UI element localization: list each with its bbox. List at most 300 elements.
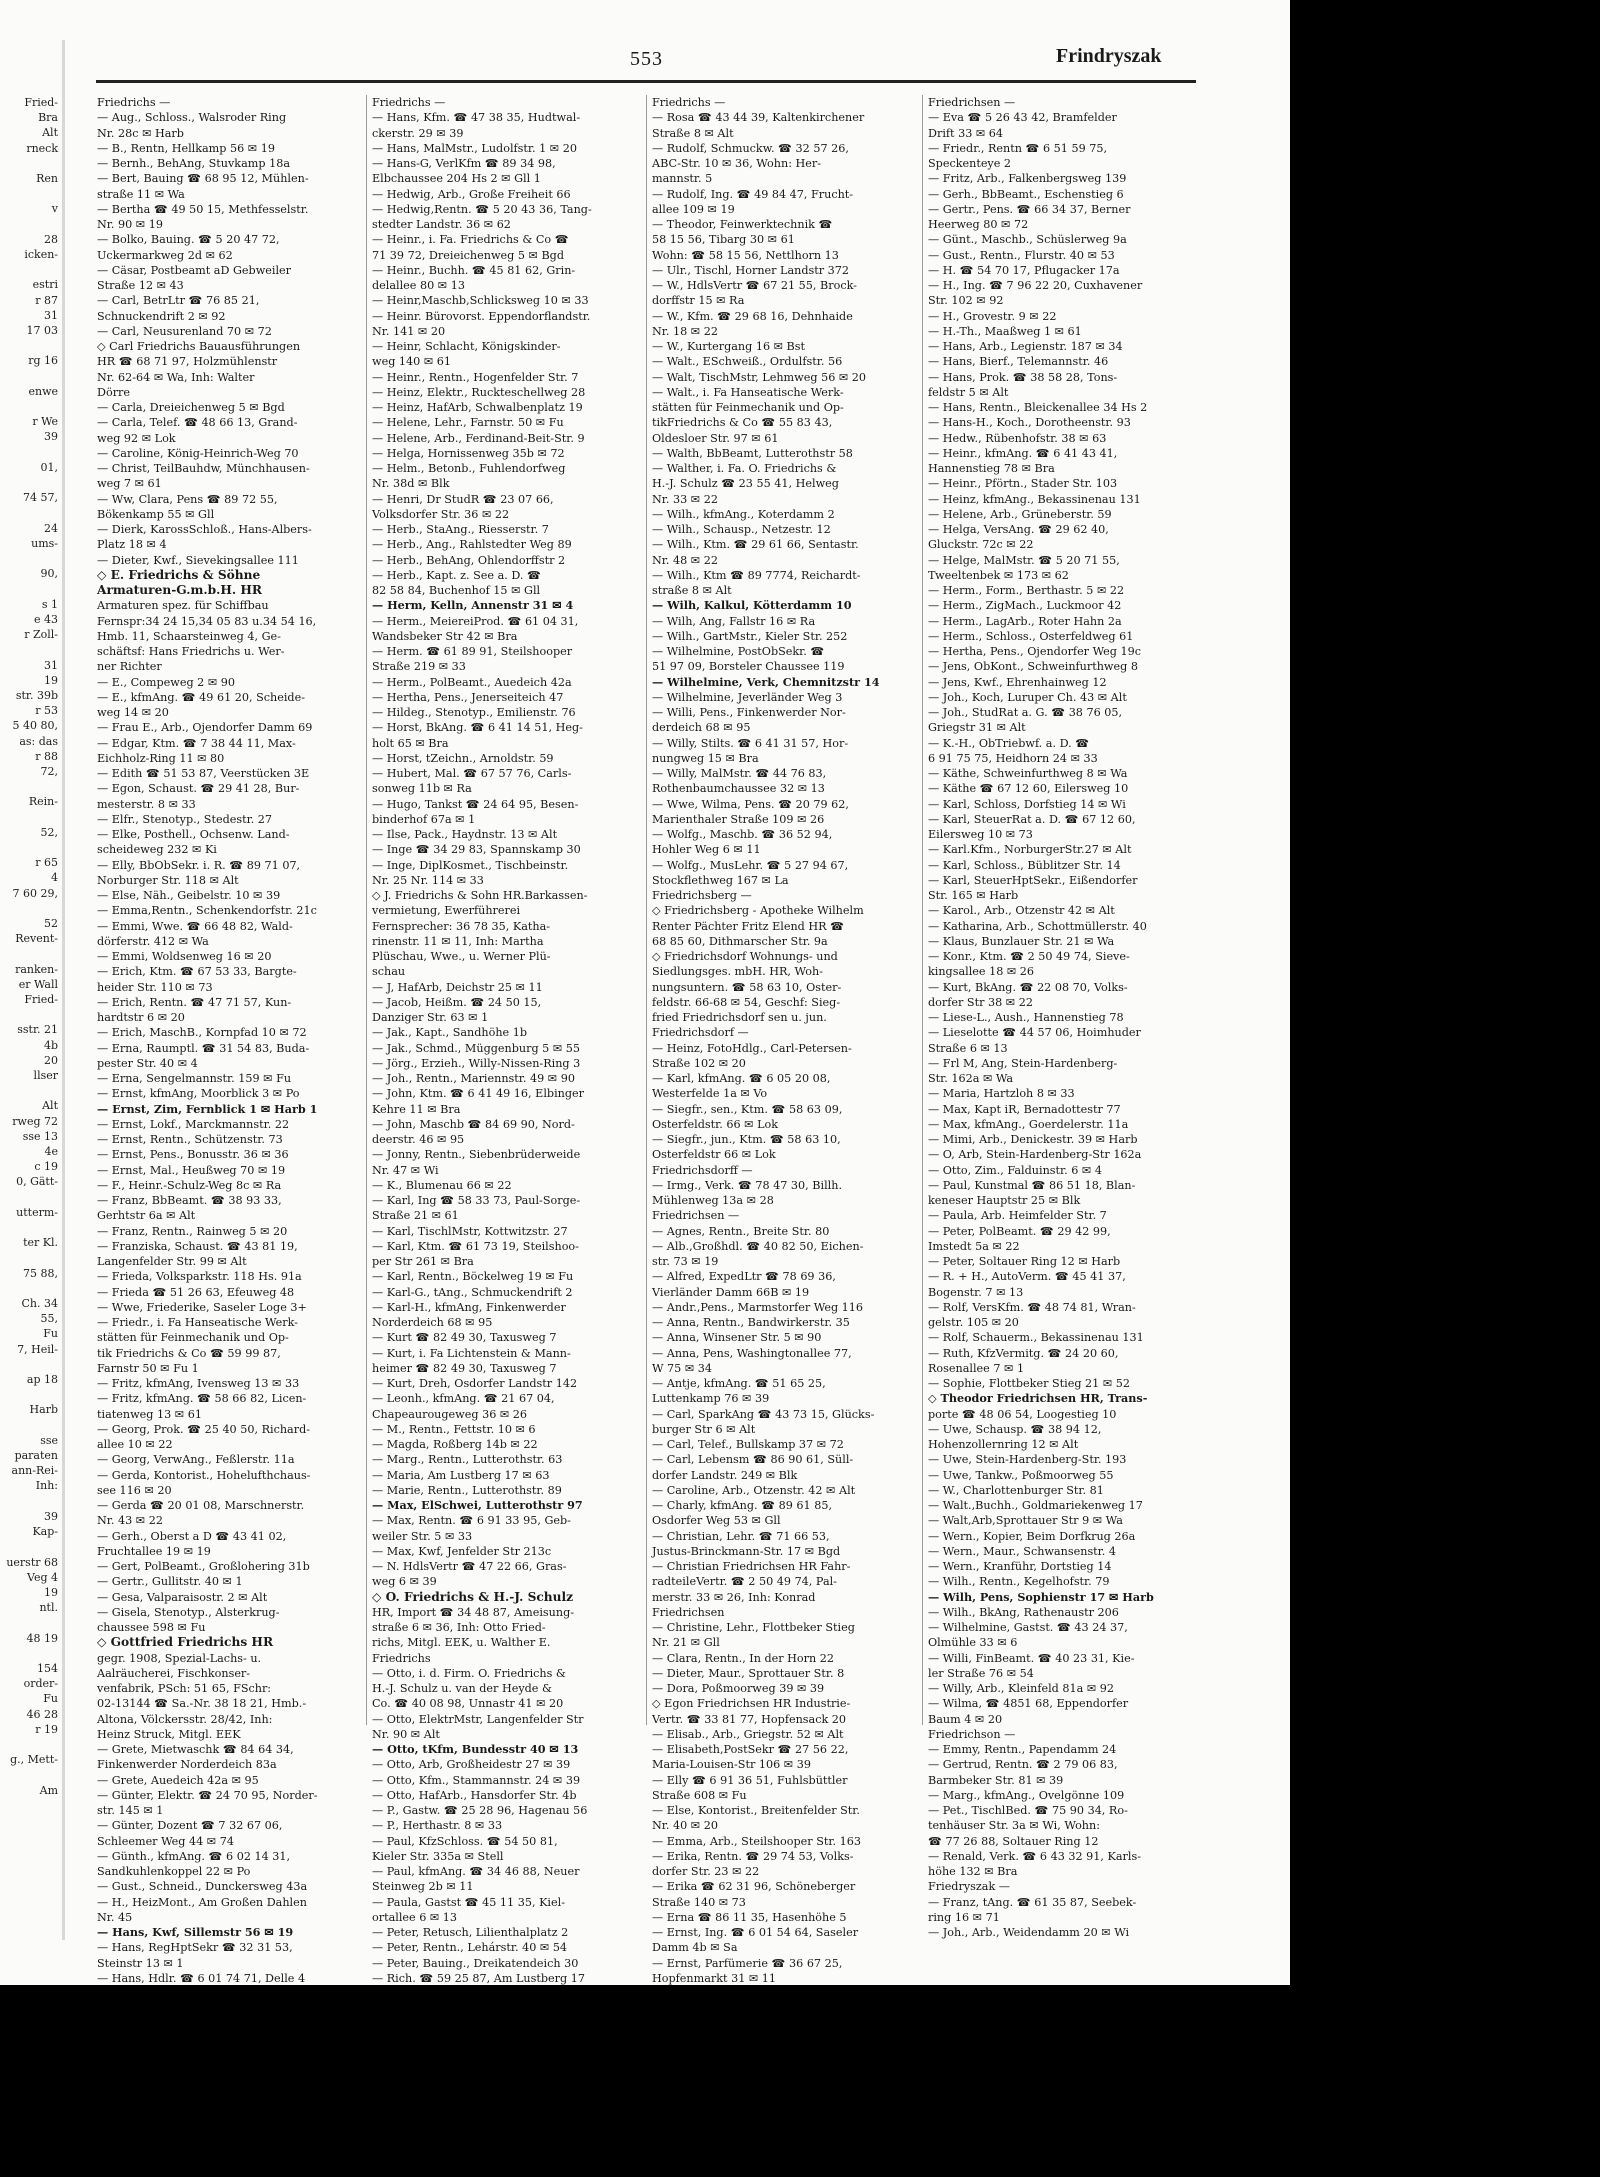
directory-entry-line: — Hedwig,Rentn. ☎ 5 20 43 36, Tang- [372, 202, 592, 216]
directory-entry-line: — Bert, Bauing ☎ 68 95 12, Mühlen- [97, 172, 309, 186]
directory-entry-line: Damm 4b ✉ Sa [652, 1941, 738, 1955]
directory-entry-line: — Heinz, FotoHdlg., Carl-Petersen- [652, 1041, 852, 1055]
directory-entry-line: Tweeltenbek ✉ 173 ✉ 62 [928, 568, 1069, 582]
directory-entry-line: — Carl, Neusurenland 70 ✉ 72 [97, 324, 272, 338]
directory-entry-line: Farnstr 50 ✉ Fu 1 [97, 1361, 199, 1375]
directory-entry-line: — Aug., Schloss., Walsroder Ring [97, 111, 287, 125]
directory-entry-line: — Erna ☎ 86 11 35, Hasenhöhe 5 [652, 1910, 847, 1924]
directory-entry-line: — Gust., Rentn., Flurstr. 40 ✉ 53 [928, 248, 1115, 262]
sliver-fragment: r 65 [35, 856, 58, 870]
directory-entry-line: — Erich, Ktm. ☎ 67 53 33, Bargte- [97, 965, 297, 979]
sliver-fragment: sse 13 [22, 1129, 58, 1143]
sliver-fragment [0, 1083, 58, 1098]
directory-entry-line: ortallee 6 ✉ 13 [372, 1910, 458, 1924]
sliver-fragment: 74 57, [23, 491, 58, 505]
directory-entry-line: ☎ 77 26 88, Soltauer Ring 12 [928, 1834, 1099, 1848]
sliver-fragment: 4e [44, 1145, 58, 1159]
sliver-fragment: 39 [44, 430, 58, 444]
directory-entry-line: — Magda, Roßberg 14b ✉ 22 [372, 1438, 538, 1451]
sliver-fragment: 28 [44, 232, 58, 246]
directory-entry-line: — Hans, Arb., Legienstr. 187 ✉ 34 [928, 340, 1123, 353]
directory-entry-line: Imstedt 5a ✉ 22 [928, 1239, 1020, 1253]
directory-entry-line: — Lieselotte ☎ 44 57 06, Hoimhuder [928, 1026, 1141, 1040]
directory-entry-line: — O, Arb, Stein-Hardenberg-Str 162a [928, 1148, 1142, 1162]
sliver-fragment: 0, Gätt- [16, 1175, 58, 1189]
directory-entry-line: 58 15 56, Tibarg 30 ✉ 61 [652, 233, 795, 247]
directory-entry-line: hardtstr 6 ✉ 20 [97, 1011, 185, 1024]
directory-entry-line: str. 73 ✉ 19 [652, 1255, 719, 1268]
directory-entry-line: — Hans, MalMstr., Ludolfstr. 1 ✉ 20 [372, 141, 577, 155]
directory-entry-line: HR, Import ☎ 34 48 87, Ameisung- [372, 1605, 575, 1619]
directory-entry-line: Osterfeldstr. 66 ✉ Lok [652, 1117, 779, 1131]
sliver-fragment: paraten [14, 1449, 58, 1463]
directory-entry-line: Straße 608 ✉ Fu [652, 1788, 747, 1802]
directory-entry-line: — Jörg., Erzieh., Willy-Nissen-Ring 3 [372, 1056, 581, 1070]
sliver-fragment: Veg 4 [27, 1570, 58, 1584]
sliver-fragment [0, 1190, 58, 1205]
sliver-fragment [0, 156, 58, 171]
directory-entry-line: Hmb. 11, Schaarsteinweg 4, Ge- [97, 629, 281, 643]
directory-entry-line: — Pet., TischlBed. ☎ 75 90 34, Ro- [928, 1804, 1128, 1817]
sliver-fragment: Ch. 34 [21, 1297, 58, 1311]
directory-entry-line: — Sophie, Flottbeker Stieg 21 ✉ 52 [928, 1377, 1131, 1390]
directory-entry-line: — Ilse, Pack., Haydnstr. 13 ✉ Alt [372, 828, 558, 841]
directory-entry-line: — Grete, Auedeich 42a ✉ 95 [97, 1773, 259, 1787]
directory-entry-line: allee 109 ✉ 19 [652, 202, 735, 216]
directory-entry-line: — K., Blumenau 66 ✉ 22 [372, 1178, 512, 1192]
directory-entry-line: — Karl, Rentn., Böckelweg 19 ✉ Fu [372, 1270, 574, 1284]
directory-entry-line: — Käthe ☎ 67 12 60, Eilersweg 10 [928, 782, 1129, 796]
directory-entry-line: Maria-Louisen-Str 106 ✉ 39 [652, 1758, 811, 1772]
directory-entry-line: Gerhtstr 6a ✉ Alt [97, 1209, 196, 1223]
directory-entry-line: Volksdorfer Str. 36 ✉ 22 [372, 507, 510, 521]
directory-entry-line: — Jens, Kwf., Ehrenhainweg 12 [928, 675, 1107, 689]
directory-entry-line: — Wilhelmine, Gastst. ☎ 43 24 37, [928, 1621, 1128, 1634]
directory-entry-line: Oldesloer Str. 97 ✉ 61 [652, 431, 779, 445]
directory-entry-line: — Heinz, Elektr., Ruckteschellweg 28 [372, 385, 586, 399]
sliver-fragment: 90, [40, 567, 58, 581]
directory-entry-line: — Horst, tZeichn., Arnoldstr. 59 [372, 751, 554, 765]
sliver-fragment: 4 [51, 871, 58, 885]
sliver-fragment: 7, Heil- [17, 1342, 58, 1356]
directory-entry-line: — Walt.,Buchh., Goldmariekenweg 17 [928, 1499, 1143, 1512]
directory-entry-line: dorfer Str 38 ✉ 22 [928, 995, 1033, 1009]
sliver-fragment: ann-Rei- [11, 1464, 58, 1478]
sliver-fragment: ter Kl. [23, 1236, 58, 1250]
directory-entry-line: — F., Heinr.-Schulz-Weg 8c ✉ Ra [97, 1178, 282, 1192]
directory-entry-line: — Peter, Soltauer Ring 12 ✉ Harb [928, 1255, 1121, 1268]
sliver-fragment [0, 445, 58, 460]
directory-entry-line: — Elly ☎ 6 91 36 51, Fuhlsbüttler [652, 1773, 848, 1787]
directory-entry-line: — Peter, Retusch, Lilienthalplatz 2 [372, 1926, 569, 1939]
directory-entry-line: — Caroline, König-Heinrich-Weg 70 [97, 446, 299, 460]
directory-entry-line: Hannenstieg 78 ✉ Bra [928, 462, 1055, 475]
directory-entry-line: ◇ Carl Friedrichs Bauausführungen [97, 340, 301, 353]
directory-entry-line: Eilersweg 10 ✉ 73 [928, 828, 1033, 841]
directory-entry-line: tiatenweg 13 ✉ 61 [97, 1407, 202, 1421]
directory-entry-line: — Kurt ☎ 82 49 30, Taxusweg 7 [372, 1331, 557, 1345]
sliver-fragment: Fu [43, 1327, 58, 1341]
sliver-fragment: 17 03 [26, 324, 58, 338]
directory-entry-line: — Carla, Dreieichenweg 5 ✉ Bgd [97, 401, 285, 414]
directory-entry-line: Platz 18 ✉ 4 [97, 538, 167, 552]
sliver-fragment: Fried- [24, 992, 58, 1006]
directory-entry-line: — Paula, Arb. Heimfelder Str. 7 [928, 1209, 1107, 1223]
directory-entry-line: — E., Compeweg 2 ✉ 90 [97, 675, 236, 689]
sliver-fragment: v [51, 202, 58, 216]
surname-heading: Friedrichsberg — [652, 889, 752, 902]
sliver-fragment [0, 582, 58, 597]
sliver-fragment [0, 1646, 58, 1661]
directory-entry-line: Nr. 28c ✉ Harb [97, 126, 184, 140]
directory-entry-line: Aalräucherei, Fischkonser- [97, 1666, 251, 1680]
directory-entry-line: — Karl, TischlMstr, Kottwitzstr. 27 [372, 1224, 568, 1238]
directory-entry-line: Steinstr 13 ✉ 1 [97, 1956, 184, 1970]
directory-entry-line: — Erna, Sengelmannstr. 159 ✉ Fu [97, 1072, 292, 1085]
directory-entry-line: Fernspr:34 24 15,34 05 83 u.34 54 16, [97, 614, 317, 628]
sliver-fragment: rneck [26, 141, 58, 155]
directory-entry-line: — Erich, MaschB., Kornpfad 10 ✉ 72 [97, 1026, 307, 1040]
sliver-fragment: icken- [24, 248, 58, 262]
sliver-fragment: r Zoll- [24, 628, 58, 642]
directory-entry-line: — Walt., i. Fa Hanseatische Werk- [652, 385, 844, 399]
directory-entry-line: — Ernst, Pens., Bonusstr. 36 ✉ 36 [97, 1148, 289, 1162]
directory-entry-line: — Dieter, Kwf., Sievekingsallee 111 [97, 553, 299, 567]
directory-entry-line: Nr. 43 ✉ 22 [97, 1514, 163, 1528]
directory-entry-line: — Bertha ☎ 49 50 15, Methfesselstr. [97, 202, 309, 216]
directory-entry-line: — Gertrud, Rentn. ☎ 2 79 06 83, [928, 1758, 1118, 1772]
directory-entry-line: — Joh., Arb., Weidendamm 20 ✉ Wi [928, 1926, 1130, 1939]
page-gutter [62, 40, 65, 1940]
directory-entry-line: ◇ J. Friedrichs & Sohn HR.Barkassen- [372, 889, 588, 902]
directory-entry-line: — Wilh, Ang, Fallstr 16 ✉ Ra [652, 614, 816, 628]
directory-entry-line: — Gert, PolBeamt., Großlohering 31b [97, 1560, 310, 1573]
directory-entry-line: — Dierk, KarossSchloß., Hans-Albers- [97, 523, 312, 536]
directory-entry-line: Siedlungsges. mbH. HR, Woh- [652, 965, 823, 979]
directory-entry-line: — Rich. ☎ 59 25 87, Am Lustberg 17 [372, 1971, 585, 1985]
directory-entry-line: — Jak., Schmd., Müggenburg 5 ✉ 55 [372, 1041, 581, 1055]
directory-entry-line: — Elfr., Stenotyp., Stedestr. 27 [97, 812, 273, 826]
directory-entry-line: Marienthaler Straße 109 ✉ 26 [652, 812, 825, 826]
directory-entry-line: tenhäuser Str. 3a ✉ Wi, Wohn: [928, 1819, 1100, 1833]
directory-entry-line: — Carla, Telef. ☎ 48 66 13, Grand- [97, 416, 298, 430]
sliver-fragment [0, 505, 58, 520]
directory-entry-line: ◇ Gottfried Friedrichs HR [97, 1635, 274, 1650]
directory-entry-line: Danziger Str. 63 ✉ 1 [372, 1011, 489, 1024]
directory-entry-line: feldstr. 66-68 ✉ 54, Geschf: Sieg- [652, 995, 841, 1009]
directory-entry-line: ABC-Str. 10 ✉ 36, Wohn: Her- [652, 157, 822, 170]
directory-entry-line: straße 8 ✉ Alt [652, 584, 732, 597]
sliver-fragment: rweg 72 [12, 1114, 58, 1128]
directory-entry-line: Str. 165 ✉ Harb [928, 889, 1019, 902]
directory-entry-line: — Karl, SteuerRat a. D. ☎ 67 12 60, [928, 812, 1136, 826]
directory-entry-line: — Günt., Maschb., Schüslerweg 9a [928, 233, 1127, 247]
surname-heading: Friedrichson — [928, 1727, 1016, 1741]
directory-entry-line: — Heinr., Rentn., Hogenfelder Str. 7 [372, 370, 579, 384]
directory-entry-line: Langenfelder Str. 99 ✉ Alt [97, 1255, 247, 1268]
directory-entry-line: Norderdeich 68 ✉ 95 [372, 1316, 493, 1329]
directory-entry-line: delallee 80 ✉ 13 [372, 279, 465, 292]
directory-entry-line: — Willy, Arb., Kleinfeld 81a ✉ 92 [928, 1682, 1115, 1695]
directory-entry-line: — Emmy, Rentn., Papendamm 24 [928, 1743, 1117, 1756]
directory-entry-line: — Ernst, Zim, Fernblick 1 ✉ Harb 1 [97, 1101, 318, 1116]
directory-entry-line: Rothenbaumchaussee 32 ✉ 13 [652, 782, 825, 796]
directory-entry-line: — Gerda, Kontorist., Hohelufthchaus- [97, 1468, 311, 1482]
directory-entry-line: — Christian Friedrichsen HR Fahr- [652, 1560, 851, 1573]
directory-entry-line: — Ernst, Parfümerie ☎ 36 67 25, [652, 1956, 843, 1970]
directory-entry-line: — Rolf, Schauerm., Bekassinenau 131 [928, 1331, 1144, 1345]
sliver-fragment [0, 1418, 58, 1433]
directory-entry-line: — Henri, Dr StudR ☎ 23 07 66, [372, 492, 554, 506]
directory-entry-line: schäftsf: Hans Friedrichs u. Wer- [97, 645, 285, 658]
sliver-fragment: ntl. [39, 1601, 58, 1615]
directory-entry-line: Nr. 21 ✉ Gll [652, 1636, 720, 1650]
directory-column-1 [97, 95, 359, 1985]
sliver-fragment: Revent- [15, 932, 58, 946]
column-divider [922, 95, 923, 1725]
directory-entry-line: Fernsprecher: 36 78 35, Katha- [372, 919, 551, 933]
directory-entry-line: — Ernst, Rentn., Schützenstr. 73 [97, 1133, 283, 1146]
directory-entry-line: Luttenkamp 76 ✉ 39 [652, 1392, 770, 1406]
directory-entry-line: — Liese-L., Aush., Hannenstieg 78 [928, 1011, 1124, 1024]
directory-entry-line: — Herm., Form., Berthastr. 5 ✉ 22 [928, 584, 1125, 597]
sliver-fragment: 31 [44, 308, 58, 322]
directory-entry-line: H.-J. Schulz u. van der Heyde & [372, 1682, 552, 1695]
directory-entry-line: — Wilh, Kalkul, Kötterdamm 10 [652, 598, 852, 613]
directory-entry-line: — Karl, kfmAng. ☎ 6 05 20 08, [652, 1072, 831, 1085]
sliver-fragment: Fu [43, 1692, 58, 1706]
directory-entry-line: — Helga, Hornissenweg 35b ✉ 72 [372, 446, 565, 460]
sliver-fragment [0, 262, 58, 277]
directory-entry-line: Barmbeker Str. 81 ✉ 39 [928, 1773, 1064, 1787]
sliver-fragment: 4b [43, 1038, 58, 1052]
directory-entry-line: — Christ, TeilBauhdw, Münchhausen- [97, 462, 310, 475]
directory-entry-line: ner Richter [97, 660, 162, 674]
directory-entry-line: Nr. 40 ✉ 20 [652, 1819, 718, 1833]
directory-entry-line: Armaturen spez. für Schiffbau [97, 599, 269, 613]
directory-entry-line: — Friedr., Rentn ☎ 6 51 59 75, [928, 141, 1108, 155]
directory-entry-line: — Leonh., kfmAng. ☎ 21 67 04, [372, 1392, 555, 1406]
directory-entry-line: dorfer Landstr. 249 ✉ Blk [652, 1468, 798, 1482]
sliver-fragment: as: das [19, 734, 58, 748]
sliver-fragment: 55, [40, 1312, 58, 1326]
sliver-fragment: r 53 [35, 704, 58, 718]
directory-entry-line: — Peter, Rentn., Lehárstr. 40 ✉ 54 [372, 1941, 568, 1955]
directory-entry-line: — Karol., Arb., Otzenstr 42 ✉ Alt [928, 904, 1115, 918]
directory-entry-line: Chapeaurougeweg 36 ✉ 26 [372, 1407, 528, 1421]
directory-entry-line: — Heinr. Bürovorst. Eppendorflandstr. [372, 309, 591, 323]
directory-entry-line: — Gerh., Oberst a D ☎ 43 41 02, [97, 1529, 287, 1543]
directory-column-4 [928, 95, 1190, 1939]
directory-entry-line: — John, Ktm. ☎ 6 41 49 16, Elbinger [372, 1087, 584, 1101]
directory-entry-line: — Caroline, Arb., Otzenstr. 42 ✉ Alt [652, 1483, 856, 1497]
directory-entry-line: — Wilhelmine, Jeverländer Weg 3 [652, 690, 843, 704]
directory-entry-line: — Irmg., Verk. ☎ 78 47 30, Billh. [652, 1178, 843, 1192]
directory-entry-line: — Walther, i. Fa. O. Friedrichs & [652, 462, 837, 475]
directory-entry-line: — Herb., Kapt. z. See a. D. ☎ [372, 568, 541, 582]
directory-entry-line: — Willi, FinBeamt. ☎ 40 23 31, Kie- [928, 1651, 1135, 1665]
directory-entry-line: — Herm., LagArb., Roter Hahn 2a [928, 614, 1122, 628]
directory-entry-line: gegr. 1908, Spezial-Lachs- u. [97, 1651, 262, 1665]
sliver-fragment: 19 [44, 673, 58, 687]
directory-entry-line: — Elisabeth,PostSekr ☎ 27 56 22, [652, 1743, 849, 1756]
adjacent-page-fragment [0, 95, 58, 1797]
directory-entry-line: weiler Str. 5 ✉ 33 [372, 1529, 473, 1543]
surname-heading: Friedrichsen — [928, 96, 1016, 109]
directory-entry-line: pester Str. 40 ✉ 4 [97, 1056, 198, 1070]
directory-entry-line: — Max, ElSchwei, Lutterothstr 97 [372, 1498, 583, 1512]
directory-entry-line: — Cäsar, Postbeamt aD Gebweiler [97, 263, 292, 277]
directory-entry-line: weg 6 ✉ 39 [372, 1575, 437, 1589]
directory-entry-line: — Wilma, ☎ 4851 68, Eppendorfer [928, 1697, 1129, 1711]
directory-entry-line: — Helge, MalMstr. ☎ 5 20 71 55, [928, 553, 1120, 567]
sliver-fragment: utterm- [16, 1205, 58, 1219]
directory-entry-line: Heerweg 80 ✉ 72 [928, 218, 1029, 231]
directory-entry-line: — Gertr., Pens. ☎ 66 34 37, Berner [928, 202, 1131, 216]
directory-entry-line: — Wilhelmine, Verk, Chemnitzstr 14 [652, 674, 880, 689]
directory-entry-line: — Peter, Bauing., Dreikatendeich 30 [372, 1956, 579, 1970]
directory-entry-line: Rosenallee 7 ✉ 1 [928, 1361, 1025, 1375]
directory-entry-line: — P., Herthastr. 8 ✉ 33 [372, 1819, 503, 1833]
directory-entry-line: — Emmi, Wwe. ☎ 66 48 82, Wald- [97, 919, 293, 933]
directory-entry-line: — Gesa, Valparaisostr. 2 ✉ Alt [97, 1590, 268, 1604]
directory-entry-line: schau [372, 965, 406, 979]
directory-entry-line: — Eva ☎ 5 26 43 42, Bramfelder [928, 111, 1117, 125]
directory-entry-line: ◇ O. Friedrichs & H.-J. Schulz [372, 1589, 574, 1604]
directory-entry-line: derdeich 68 ✉ 95 [652, 721, 751, 735]
directory-entry-line: — Herm., MeiereiProd. ☎ 61 04 31, [372, 614, 579, 628]
directory-entry-line: porte ☎ 48 06 54, Loogestieg 10 [928, 1407, 1117, 1421]
directory-entry-line: — Otto, HafArb., Hansdorfer Str. 4b [372, 1788, 577, 1802]
directory-entry-line: — Karl.Kfm., NorburgerStr.27 ✉ Alt [928, 843, 1132, 857]
directory-entry-line: — H., Grovestr. 9 ✉ 22 [928, 309, 1057, 323]
directory-entry-line: — Ernst, Mal., Heußweg 70 ✉ 19 [97, 1163, 286, 1177]
directory-entry-line: — Carl, Telef., Bullskamp 37 ✉ 72 [652, 1438, 844, 1451]
directory-entry-line: — Franziska, Schaust. ☎ 43 81 19, [97, 1239, 298, 1253]
sliver-fragment: Inh: [35, 1479, 58, 1493]
directory-entry-line: Norburger Str. 118 ✉ Alt [97, 873, 239, 887]
directory-entry-line: binderhof 67a ✉ 1 [372, 812, 476, 826]
directory-entry-line: Friedrichs [372, 1651, 431, 1665]
sliver-fragment [0, 399, 58, 414]
directory-entry-line: — Günter, Elektr. ☎ 24 70 95, Norder- [97, 1788, 318, 1802]
directory-entry-line: — Marie, Rentn., Lutterothstr. 89 [372, 1483, 562, 1497]
directory-entry-line: stätten für Feinmechanik und Op- [97, 1331, 289, 1345]
directory-entry-line: — Wwe, Wilma, Pens. ☎ 20 79 62, [652, 797, 849, 811]
sliver-fragment: c 19 [34, 1160, 58, 1174]
directory-entry-line: — Maria, Hartzloh 8 ✉ 33 [928, 1087, 1075, 1101]
directory-entry-line: Nr. 33 ✉ 22 [652, 492, 718, 506]
directory-entry-line: — Horst, BkAng. ☎ 6 41 14 51, Heg- [372, 721, 583, 735]
directory-entry-line: vermietung, Ewerführerei [372, 904, 521, 918]
directory-entry-line: — Helene, Arb., Ferdinand-Beit-Str. 9 [372, 431, 585, 445]
directory-entry-line: Bogenstr. 7 ✉ 13 [928, 1285, 1024, 1299]
directory-entry-line: W 75 ✉ 34 [652, 1361, 713, 1375]
directory-entry-line: — Joh., Rentn., Mariennstr. 49 ✉ 90 [372, 1072, 575, 1085]
directory-entry-line: — Jens, ObKont., Schweinfurthweg 8 [928, 660, 1138, 674]
sliver-fragment: r 87 [35, 293, 58, 307]
directory-entry-line: Straße 102 ✉ 20 [652, 1056, 746, 1070]
directory-entry-line: — Karl, SteuerHptSekr., Eißendorfer [928, 873, 1138, 887]
directory-entry-line: — Wilh., BkAng, Rathenaustr 206 [928, 1605, 1119, 1619]
directory-entry-line: 02-13144 ☎ Sa.-Nr. 38 18 21, Hmb.- [97, 1697, 307, 1711]
directory-entry-line: 82 58 84, Buchenhof 15 ✉ Gll [372, 584, 541, 597]
directory-entry-line: — Kurt, Dreh, Osdorfer Landstr 142 [372, 1377, 578, 1390]
directory-entry-line: 51 97 09, Borsteler Chaussee 119 [652, 660, 845, 674]
directory-entry-line: — Clara, Rentn., In der Horn 22 [652, 1651, 835, 1665]
directory-entry-line: — Gertr., Gullitstr. 40 ✉ 1 [97, 1575, 243, 1589]
directory-entry-line: — Herb., BehAng, Ohlendorffstr 2 [372, 553, 566, 567]
directory-entry-line: — Else, Kontorist., Breitenfelder Str. [652, 1804, 860, 1817]
directory-entry-line: Speckenteye 2 [928, 157, 1012, 170]
directory-entry-line: — Herb., StaAng., Riesserstr. 7 [372, 523, 549, 536]
surname-heading: Friedrichs — [97, 96, 171, 109]
directory-entry-line: radteileVertr. ☎ 2 50 49 74, Pal- [652, 1575, 837, 1589]
directory-entry-line: Nr. 38d ✉ Blk [372, 477, 450, 491]
directory-entry-line: — Grete, Mietwaschk ☎ 84 64 34, [97, 1743, 294, 1756]
sliver-fragment [0, 1615, 58, 1630]
directory-entry-line: — Hertha, Pens., Jenerseiteich 47 [372, 690, 564, 704]
directory-entry-line: — Dora, Poßmoorweg 39 ✉ 39 [652, 1682, 825, 1695]
directory-entry-line: — Franz, tAng. ☎ 61 35 87, Seebek- [928, 1895, 1137, 1909]
directory-entry-line: — H. ☎ 54 70 17, Pflugacker 17a [928, 263, 1120, 277]
directory-entry-line: ◇ E. Friedrichs & Söhne [97, 567, 261, 582]
sliver-fragment: 75 88, [23, 1266, 58, 1280]
directory-entry-line: — Hans, Kwf, Sillemstr 56 ✉ 19 [97, 1925, 294, 1939]
directory-entry-line: — Karl, Ing ☎ 58 33 73, Paul-Sorge- [372, 1194, 581, 1207]
directory-entry-line: — Inge, DiplKosmet., Tischbeinstr. [372, 858, 569, 872]
directory-entry-line: dorfer Str. 23 ✉ 22 [652, 1865, 760, 1878]
sliver-fragment: 31 [44, 658, 58, 672]
directory-entry-line: — Helene, Lehr., Farnstr. 50 ✉ Fu [372, 416, 564, 430]
directory-entry-line: 6 91 75 75, Heidhorn 24 ✉ 33 [928, 751, 1098, 765]
directory-entry-line: mannstr. 5 [652, 172, 713, 186]
sliver-fragment: Rein- [28, 795, 58, 809]
directory-entry-line: mesterstr. 8 ✉ 33 [97, 797, 196, 811]
directory-entry-line: Westerfelde 1a ✉ Vo [652, 1087, 768, 1101]
sliver-fragment [0, 901, 58, 916]
directory-entry-line: — Helm., Betonb., Fuhlendorfweg [372, 462, 566, 475]
column-divider [646, 95, 647, 1725]
directory-entry-line: Osterfeldstr 66 ✉ Lok [652, 1148, 776, 1162]
directory-entry-line: Wohn: ☎ 58 15 56, Nettlhorn 13 [652, 248, 839, 262]
directory-entry-line: Kehre 11 ✉ Bra [372, 1102, 461, 1116]
directory-entry-line: Nr. 62-64 ✉ Wa, Inh: Walter [97, 370, 255, 384]
directory-entry-line: — Uwe, Stein-Hardenberg-Str. 193 [928, 1453, 1127, 1467]
directory-entry-line: — Hedwig, Arb., Große Freiheit 66 [372, 187, 571, 201]
sliver-fragment: Am [39, 1783, 58, 1797]
sliver-fragment: enwe [28, 384, 58, 398]
directory-entry-line: Olmühle 33 ✉ 6 [928, 1636, 1018, 1650]
directory-entry-line: fried Friedrichsdorf sen u. jun. [652, 1011, 827, 1024]
directory-entry-line: Finkenwerder Norderdeich 83a [97, 1758, 277, 1772]
directory-entry-line: Mühlenweg 13a ✉ 28 [652, 1194, 774, 1207]
directory-entry-line: — Uwe, Tankw., Poßmoorweg 55 [928, 1468, 1114, 1482]
sliver-fragment [0, 1007, 58, 1022]
sliver-fragment [0, 475, 58, 490]
directory-entry-line: — Theodor, Feinwerktechnik ☎ [652, 218, 833, 231]
directory-entry-line: — Wern., Maur., Schwansenstr. 4 [928, 1544, 1117, 1558]
sliver-fragment [0, 1357, 58, 1372]
directory-entry-line: ckerstr. 29 ✉ 39 [372, 126, 464, 140]
directory-entry-line: — Wilh., Schausp., Netzestr. 12 [652, 523, 831, 536]
directory-entry-line: — Edith ☎ 51 53 87, Veerstücken 3E [97, 767, 310, 780]
directory-entry-line: — Rudolf, Ing. ☎ 49 84 47, Frucht- [652, 187, 854, 201]
directory-entry-line: Hohler Weg 6 ✉ 11 [652, 843, 761, 857]
surname-heading: Friedrichsen — [652, 1209, 740, 1223]
directory-entry-line: — Günth., kfmAng. ☎ 6 02 14 31, [97, 1849, 291, 1863]
directory-entry-line: Straße 219 ✉ 33 [372, 660, 466, 674]
